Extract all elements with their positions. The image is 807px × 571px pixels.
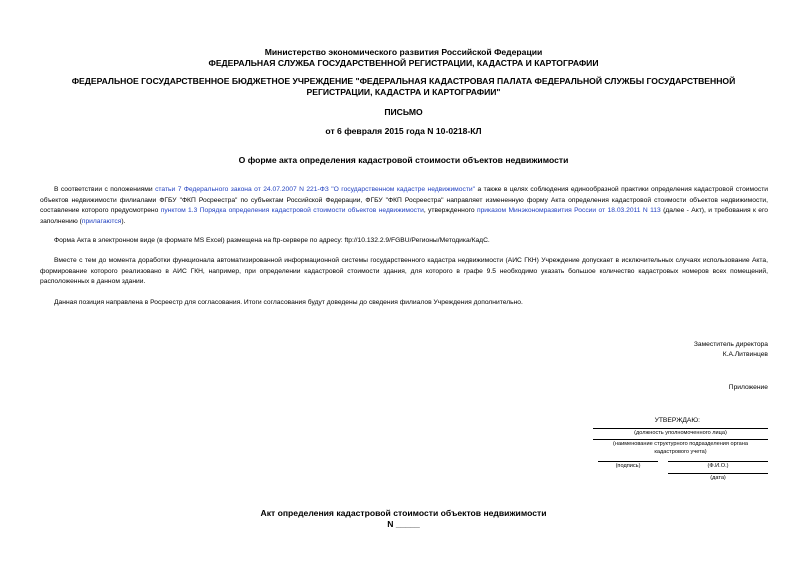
p1-text-d: (далее - Акт), и требования к его заполнению ( bbox=[40, 207, 768, 225]
paragraph-4 bbox=[40, 298, 768, 309]
order-link[interactable]: приказом Минэкономразвития России от 18.03.2011 N 113 bbox=[476, 207, 661, 214]
p1-text-a: В соответствии с положениями bbox=[54, 186, 156, 193]
document-type: ПИСЬМО bbox=[384, 107, 423, 117]
signature-position: Заместитель директора bbox=[693, 341, 768, 348]
p1-text-c: , утвержденного bbox=[423, 207, 477, 214]
document-subject: О форме акта определения кадастровой стоимости объектов недвижимости bbox=[238, 155, 569, 165]
approve-label: УТВЕРЖДАЮ: bbox=[654, 417, 700, 424]
signature-name: К.А.Литвинцев bbox=[722, 351, 768, 358]
signature-caption: (подпись) bbox=[615, 463, 641, 469]
service-name: ФЕДЕРАЛЬНАЯ СЛУЖБА ГОСУДАРСТВЕННОЙ РЕГИСТРАЦИИ, КАДАСТРА И КАРТОГРАФИИ bbox=[208, 58, 599, 68]
act-number: N _____ bbox=[387, 519, 420, 529]
law-link[interactable]: статьи 7 Федерального закона от 24.07.2007 N 221-ФЗ "О государственном кадастре недвижимости" bbox=[155, 186, 476, 193]
p4-text: Данная позиция направлена в Росреестр для согласования. Итоги согласования будут доведены до сведения филиалов Учреждения дополнительно. bbox=[54, 299, 523, 306]
p1-text-e: ). bbox=[121, 217, 126, 225]
act-title: Акт определения кадастровой стоимости объектов недвижимости bbox=[260, 508, 547, 518]
date-caption: (дата) bbox=[710, 475, 726, 481]
procedure-link[interactable]: пунктом 1.3 Порядка определения кадастровой стоимости объектов недвижимости bbox=[160, 207, 424, 214]
appendix-label: Приложение bbox=[728, 384, 768, 391]
p3-text: Вместе с тем до момента доработки функционала автоматизированной информационной системы государственного кадастра недвижимости (АИС ГКН) Учреждение допускает в исключительных случаях использование Акта, формирование которого реализовано в АИС ГКН, например, при определении кадастровой стоимости здания, для которого в графе 9.5 необходимо указать большое количество кадастровых номеров всех помещений, расположенных в данном здании. bbox=[40, 257, 768, 285]
p2-text: Форма Акта в электронном виде (в формате MS Excel) размещена на ftp-сервере по адресу: ftp://10.132.2.9/FGBU/Регионы/Методика/КадС. bbox=[54, 237, 490, 244]
name-caption: (Ф.И.О.) bbox=[707, 463, 729, 469]
unit-caption-1: (наименование структурного подразделения органа bbox=[613, 441, 748, 447]
institution-line-2: РЕГИСТРАЦИИ, КАДАСТРА И КАРТОГРАФИИ" bbox=[306, 87, 501, 97]
paragraph-3 bbox=[40, 256, 768, 288]
position-caption: (должность уполномоченного лица) bbox=[634, 430, 727, 436]
paragraph-2 bbox=[40, 236, 768, 247]
unit-caption-2: кадастрового учета) bbox=[654, 449, 707, 455]
attachment-link[interactable]: прилагаются bbox=[81, 217, 122, 225]
ministry-name: Министерство экономического развития Российской Федерации bbox=[264, 47, 543, 57]
institution-line-1: ФЕДЕРАЛЬНОЕ ГОСУДАРСТВЕННОЕ БЮДЖЕТНОЕ УЧРЕЖДЕНИЕ "ФЕДЕРАЛЬНАЯ КАДАСТРОВАЯ ПАЛАТА ФЕДЕРАЛЬНОЙ СЛУЖБЫ ГОСУДАРСТВЕННОЙ bbox=[71, 76, 736, 86]
paragraph-1 bbox=[40, 185, 768, 227]
document-date: от 6 февраля 2015 года N 10-0218-КЛ bbox=[325, 126, 482, 136]
p1-text-b: а также в целях соблюдения единообразной практики определения кадастровой стоимости объектов недвижимости филиалами ФГБУ "ФКП Росреестра" по субъектам Российской Федерации, ФГБУ "ФКП Росреестра" направляет измененную форму Акта определения кадастровой стоимости объектов недвижимости, составление которого предусмотрено bbox=[40, 186, 769, 214]
